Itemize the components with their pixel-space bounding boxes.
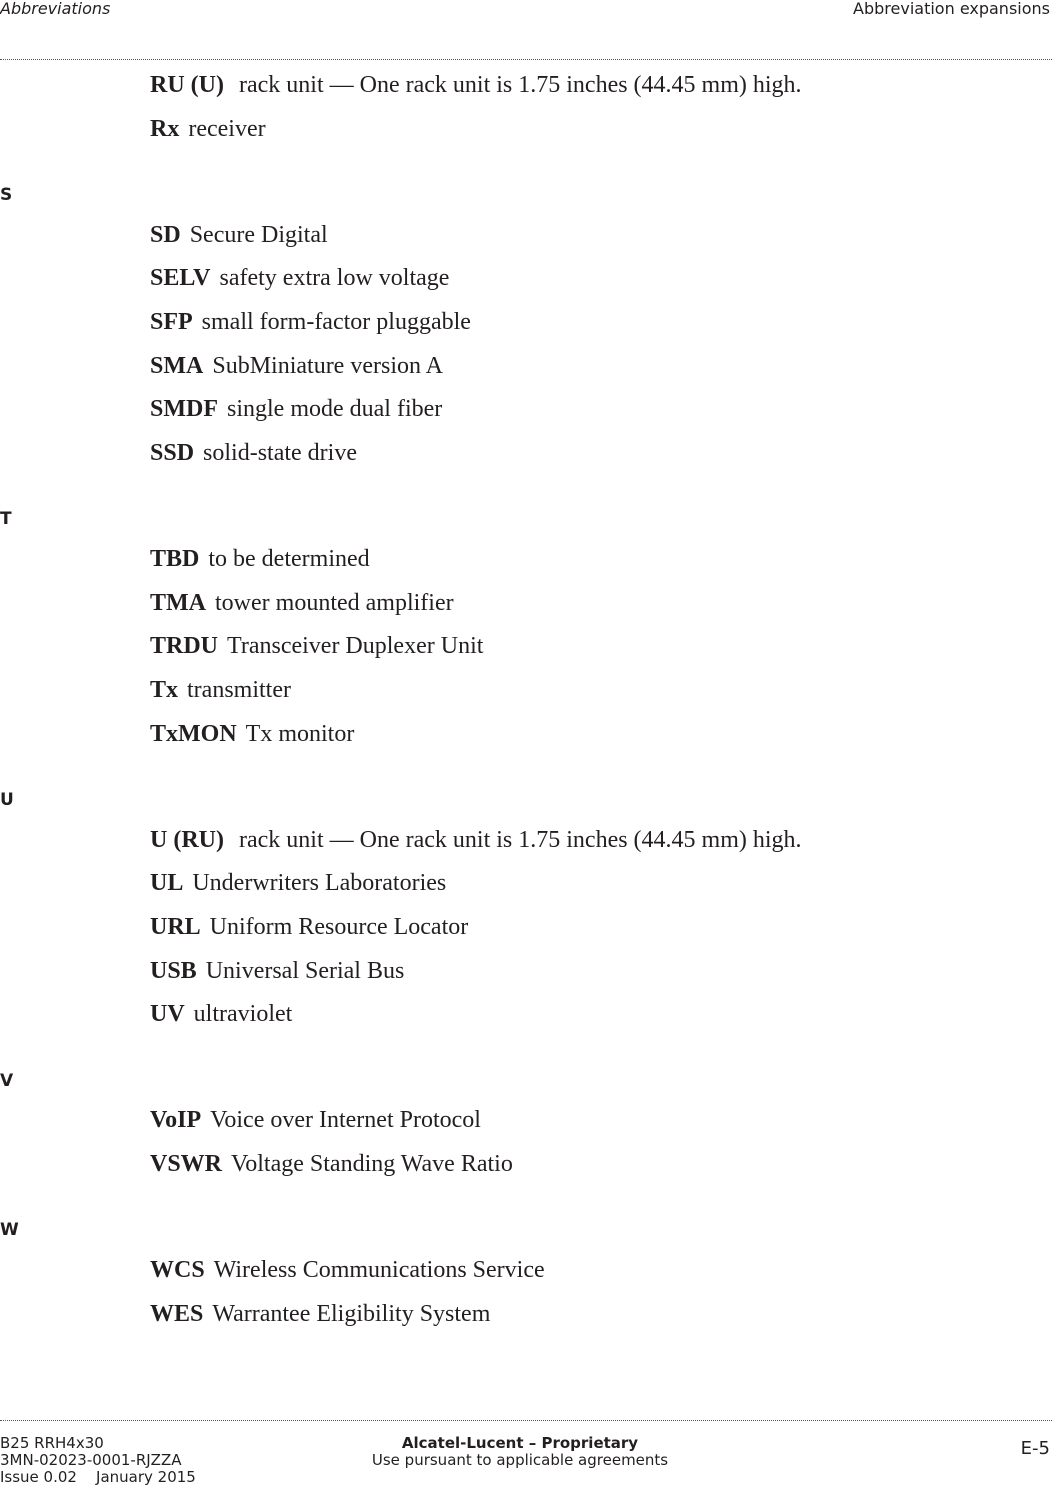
glossary-entry — [150, 913, 468, 941]
header-divider — [0, 59, 1052, 60]
entry-term: USB — [150, 958, 197, 984]
entry-term: UV — [150, 1001, 185, 1027]
glossary-entry — [150, 676, 291, 704]
entry-definition: rack unit — One rack unit is 1.75 inches (44.45 mm) high. — [238, 72, 802, 98]
glossary-entry — [150, 71, 802, 99]
entry-definition: ultraviolet — [193, 1001, 293, 1027]
footer-proprietary — [372, 1435, 668, 1469]
entry-term: Tx — [150, 677, 179, 703]
entry-definition: small form-factor pluggable — [201, 309, 471, 335]
entry-definition: Wireless Communications Service — [213, 1257, 545, 1283]
entry-term: TRDU — [150, 633, 219, 659]
glossary-entry — [150, 439, 357, 467]
entry-definition: Voltage Standing Wave Ratio — [231, 1151, 513, 1177]
entry-term: SSD — [150, 440, 195, 466]
entry-definition: to be determined — [208, 546, 370, 572]
section-letter-v: V — [0, 1071, 14, 1091]
entry-term: WCS — [150, 1257, 205, 1283]
entry-term: URL — [150, 914, 201, 940]
entry-definition: SubMiniature version A — [212, 353, 443, 379]
section-letter-u: U — [0, 790, 14, 810]
entry-term: VSWR — [150, 1151, 223, 1177]
entry-term: RU (U) — [150, 72, 230, 98]
entry-definition: single mode dual fiber — [227, 396, 443, 422]
glossary-entry — [150, 720, 354, 748]
glossary-entry — [150, 1300, 490, 1328]
entry-definition: Underwriters Laboratories — [192, 870, 447, 896]
glossary-entry — [150, 826, 802, 854]
glossary-entry — [150, 1000, 292, 1028]
entry-definition: Voice over Internet Protocol — [210, 1107, 481, 1133]
glossary-entry — [150, 115, 266, 143]
entry-term: SMDF — [150, 396, 218, 422]
section-letter-w: W — [0, 1220, 19, 1240]
glossary-entry — [150, 545, 370, 573]
glossary-entry — [150, 1106, 481, 1134]
glossary-entry — [150, 308, 471, 336]
entry-definition: Warrantee Eligibility System — [212, 1301, 491, 1327]
glossary-entry — [150, 632, 483, 660]
glossary-entry — [150, 352, 443, 380]
entry-definition: Uniform Resource Locator — [209, 914, 469, 940]
entry-term: UL — [150, 870, 184, 896]
entry-definition: Universal Serial Bus — [205, 958, 405, 984]
entry-term: TxMON — [150, 721, 237, 747]
footer-proprietary-title: Alcatel-Lucent – Proprietary — [401, 1434, 639, 1452]
footer-product: B25 RRH4x30 — [0, 1434, 104, 1452]
page-number: E-5 — [1020, 1438, 1050, 1459]
entry-term: SFP — [150, 309, 193, 335]
entry-definition: safety extra low voltage — [219, 265, 450, 291]
footer-issue: Issue 0.02 January 2015 — [0, 1468, 196, 1486]
footer-proprietary-note: Use pursuant to applicable agreements — [371, 1451, 669, 1469]
section-letter-t: T — [0, 509, 12, 529]
entry-definition: rack unit — One rack unit is 1.75 inches (44.45 mm) high. — [238, 827, 802, 853]
glossary-entry — [150, 395, 442, 423]
running-header-left: Abbreviations — [0, 0, 111, 18]
entry-term: SELV — [150, 265, 211, 291]
entry-definition: Tx monitor — [245, 721, 355, 747]
entry-definition: tower mounted amplifier — [215, 590, 454, 616]
entry-term: SMA — [150, 353, 204, 379]
entry-term: U (RU) — [150, 827, 230, 853]
entry-term: Rx — [150, 116, 180, 142]
entry-definition: solid-state drive — [203, 440, 357, 466]
footer-doc-info — [0, 1435, 196, 1486]
entry-term: WES — [150, 1301, 204, 1327]
entry-definition: Transceiver Duplexer Unit — [227, 633, 484, 659]
entry-term: TBD — [150, 546, 200, 572]
glossary-entry — [150, 957, 404, 985]
footer-divider — [0, 1420, 1052, 1421]
glossary-entry — [150, 221, 328, 249]
entry-term: VoIP — [150, 1107, 202, 1133]
footer-doc-number: 3MN-02023-0001-RJZZA — [0, 1451, 182, 1469]
running-header-right: Abbreviation expansions — [853, 0, 1050, 18]
glossary-entry — [150, 1256, 545, 1284]
glossary-entry — [150, 264, 449, 292]
section-letter-s: S — [0, 185, 13, 205]
entry-definition: Secure Digital — [189, 222, 328, 248]
entry-definition: transmitter — [187, 677, 291, 703]
entry-term: TMA — [150, 590, 206, 616]
glossary-entry — [150, 589, 454, 617]
glossary-entry — [150, 1150, 513, 1178]
entry-definition: receiver — [188, 116, 266, 142]
entry-term: SD — [150, 222, 181, 248]
glossary-entry — [150, 869, 446, 897]
